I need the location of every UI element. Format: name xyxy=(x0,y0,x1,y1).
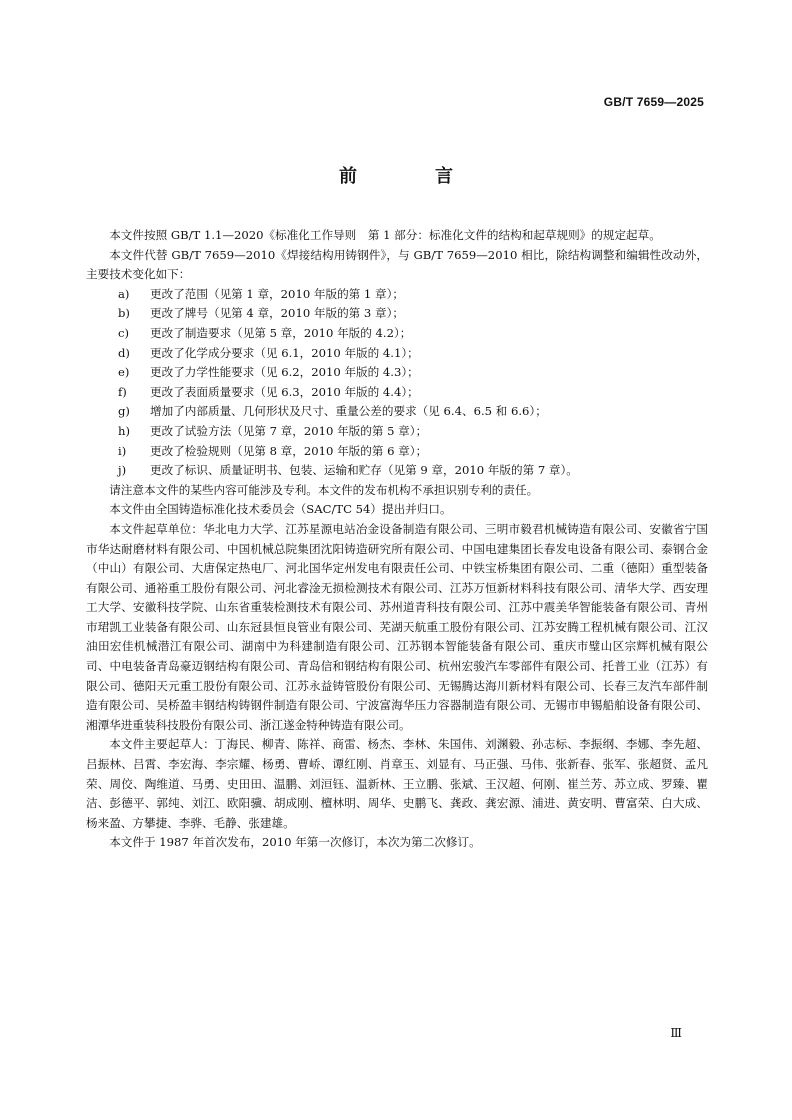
list-item xyxy=(86,422,708,442)
paragraph-patent-notice: 请注意本文件的某些内容可能涉及专利。本文件的发布机构不承担识别专利的责任。 xyxy=(109,482,539,497)
list-item-text: 更改了牌号（见第 4 章，2010 年版的第 3 章）； xyxy=(150,306,404,321)
paragraph-drafters: 本文件主要起草人：丁海民、柳青、陈祥、商雷、杨杰、李林、朱国伟、刘渊毅、孙志标、李振纲、李娜、李先超、吕振林、吕霄、李宏海、李宗耀、杨勇、曹峤、谭红刚、肖章玉、刘显有、马正强、马伟、张新春、张军、张超贤、孟凡荣、周佼、陶维道、马勇、史田田、温鹏、刘洹钰、温新林、王立鹏、张斌、王汉超、何刚、崔兰芳、苏立成、罗臻、瞿洁、彭德平、郭纯、刘江、欧阳骥、胡成刚、檀林明、周华、史鹏飞、龚政、龚宏源、浦进、黄安明、曹富荣、白大成、杨来盈、方攀捷、李骅、毛静、张建雄。 xyxy=(86,737,708,830)
list-item xyxy=(86,344,708,364)
list-item xyxy=(86,304,708,324)
list-item-text: 更改了力学性能要求（见 6.2，2010 年版的 4.3）； xyxy=(150,365,419,380)
list-item xyxy=(86,383,708,403)
list-item xyxy=(86,461,708,481)
paragraph-drafting-units: 本文件起草单位：华北电力大学、江苏星源电站冶金设备制造有限公司、三明市毅君机械铸造有限公司、安徽省宁国市华达耐磨材料有限公司、中国机械总院集团沈阳铸造研究所有限公司、中国电建集团长春发电设备有限公司、泰钢合金（中山）有限公司、大唐保定热电厂、河北国华定州发电有限责任公司、中铁宝桥集团有限公司、二重（德阳）重型装备有限公司、通裕重工股份有限公司、河北睿淦无损检测技术有限公司、江苏万恒新材料科技有限公司、清华大学、西安理工大学、安徽科技学院、山东省重装检测技术有限公司、苏州道青科技有限公司、江苏中震美华智能装备有限公司、青州市珺凯工业装备有限公司、山东冠县恒良管业有限公司、芜湖天航重工股份有限公司、江苏安腾工程机械有限公司、江汉油田宏佳机械潜江有限公司、湖南中为科建制造有限公司、江苏钢本智能装备有限公司、重庆市璧山区宗辉机械有限公司、中电装备青岛豪迈钢结构有限公司、青岛信和钢结构有限公司、杭州宏骏汽车零部件有限公司、托普工业（江苏）有限公司、德阳天元重工股份有限公司、江苏永益铸管股份有限公司、无锡腾达海川新材料有限公司、长春三友汽车部件制造有限公司、吴桥盈丰钢结构铸钢件制造有限公司、宁波富海华压力容器制造有限公司、无锡市申锡船舶设备有限公司、湘潭华进重装科技股份有限公司、浙江遂金特种铸造有限公司。 xyxy=(86,521,708,732)
list-item xyxy=(86,324,708,344)
list-marker: a) xyxy=(118,286,130,301)
list-item-text: 更改了范围（见第 1 章，2010 年版的第 1 章）； xyxy=(150,286,404,301)
list-marker: h) xyxy=(118,423,130,438)
list-item-text: 更改了制造要求（见第 5 章，2010 年版的 4.2）； xyxy=(150,325,412,340)
changes-list xyxy=(86,285,708,481)
list-marker: f) xyxy=(118,384,127,399)
list-item-text: 更改了标识、质量证明书、包装、运输和贮存（见第 9 章，2010 年版的第 7 章）。 xyxy=(150,463,578,478)
list-marker: e) xyxy=(118,365,130,380)
list-marker: j) xyxy=(118,463,127,478)
paragraph-drafting-rules: 本文件按照 GB/T 1.1—2020《标准化工作导则 第 1 部分：标准化文件的结构和起草规则》的规定起草。 xyxy=(109,228,661,242)
paragraph-history: 本文件于 1987 年首次发布，2010 年第一次修订，本次为第二次修订。 xyxy=(109,835,481,850)
list-item xyxy=(86,442,708,462)
list-item-text: 更改了表面质量要求（见 6.3，2010 年版的 4.4）； xyxy=(150,384,419,399)
list-item xyxy=(86,285,708,305)
list-item xyxy=(86,402,708,422)
paragraph-replacement: 本文件代替 GB/T 7659—2010《焊接结构用铸钢件》，与 GB/T 7659—2010 相比，除结构调整和编辑性改动外，主要技术变化如下： xyxy=(86,247,708,282)
page-title: 前 言 xyxy=(339,166,483,187)
list-marker: d) xyxy=(118,345,130,360)
list-marker: c) xyxy=(118,325,130,340)
list-item-text: 增加了内部质量、几何形状及尺寸、重量公差的要求（见 6.4、6.5 和 6.6）； xyxy=(150,404,547,419)
list-marker: b) xyxy=(118,306,130,321)
paragraph-proposer: 本文件由全国铸造标准化技术委员会（SAC/TC 54）提出并归口。 xyxy=(109,502,452,517)
list-item-text: 更改了试验方法（见第 7 章，2010 年版的第 5 章）； xyxy=(150,423,428,438)
list-marker: g) xyxy=(118,404,130,419)
list-item xyxy=(86,363,708,383)
standard-code: GB/T 7659—2025 xyxy=(603,95,704,109)
list-marker: i) xyxy=(118,443,127,458)
page-number: Ⅲ xyxy=(670,1026,682,1040)
list-item-text: 更改了化学成分要求（见 6.1，2010 年版的 4.1）； xyxy=(150,345,419,360)
list-item-text: 更改了检验规则（见第 8 章，2010 年版的第 6 章）； xyxy=(150,443,428,458)
foreword-body xyxy=(86,226,708,853)
